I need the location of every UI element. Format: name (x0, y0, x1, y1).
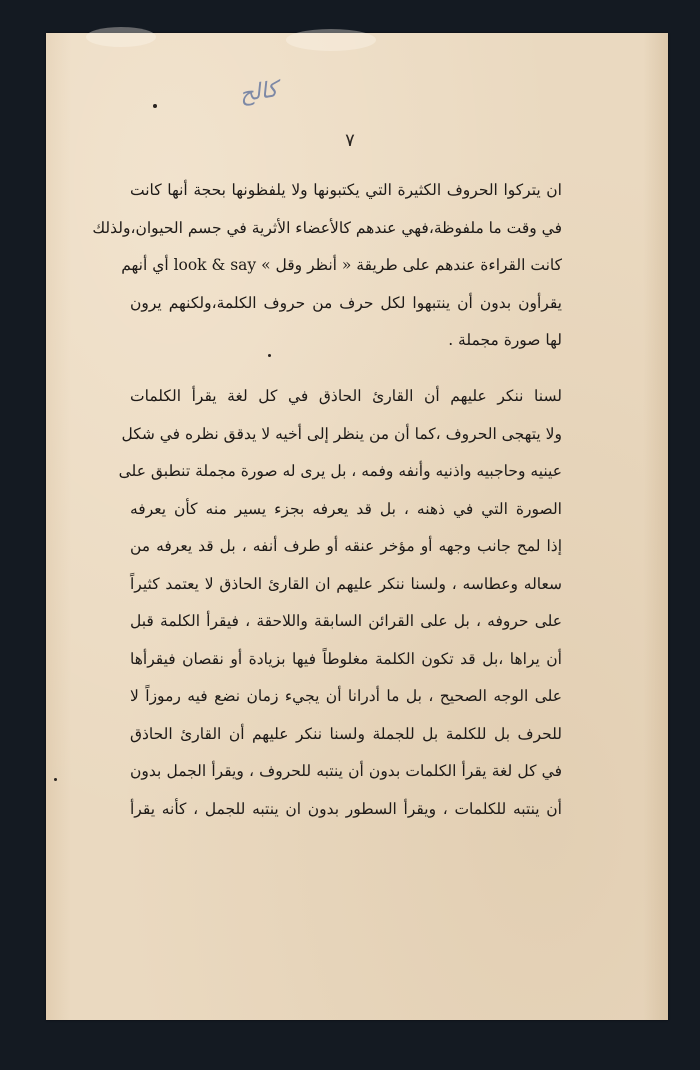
handwritten-annotation: كالح (238, 77, 280, 108)
text-line: للحرف بل للكلمة بل للجملة ولسنا ننكر عليهم أن القارئ الحاذق (130, 724, 562, 743)
text-line: ان يتركوا الحروف الكثيرة التي يكتبونها ولا يلفظونها بحجة أنها كانت (130, 181, 562, 199)
text-line: على الوجه الصحيح ، بل ما أدرانا أن يجيء زمان نضع فيه رموزاً لا (130, 687, 562, 705)
text-line: ولا يتهجى الحروف ،كما أن من ينظر إلى أخيه لا يدقق نظره في شكل (121, 424, 562, 443)
text-line: الصورة التي في ذهنه ، بل قد يعرفه بجزء يسير منه كأن يعرفه (130, 499, 562, 518)
text-line: كانت القراءة عندهم على طريقة « أنظر وقل » look & say أي أنهم (121, 256, 562, 274)
page-number: ٧ (345, 130, 355, 151)
ink-speck (153, 104, 157, 108)
ink-speck (268, 354, 271, 357)
ink-speck (54, 778, 57, 781)
text-line: على حروفه ، بل على القرائن السابقة واللاحقة ، فيقرأ الكلمة قبل (130, 612, 562, 630)
text-line: لها صورة مجملة . (448, 331, 562, 349)
text-line: يقرأون بدون أن ينتبهوا لكل حرف من حروف الكلمة،ولكنهم يرون (130, 293, 562, 312)
text-line: في كل لغة يقرأ الكلمات بدون أن ينتبه للحروف ، ويقرأ الجمل بدون (130, 762, 562, 780)
text-line: عينيه وحاجبيه واذنيه وأنفه وفمه ، بل يرى له صورة مجملة تنطبق على (118, 462, 562, 480)
paragraph-2 (118, 378, 562, 828)
paragraph-1 (92, 172, 562, 360)
text-line: لسنا ننكر عليهم أن القارئ الحاذق في كل لغة يقرأ الكلمات (130, 387, 562, 405)
paper-stain (286, 29, 376, 51)
text-line: أن يراها ،بل قد تكون الكلمة مغلوطاً فيها بزيادة أو نقصان فيقرأها (130, 649, 562, 668)
text-line: إذا لمح جانب وجهه أو مؤخر عنقه أو طرف أنفه ، بل قد يعرفه من (130, 537, 562, 555)
text-line: أن ينتبه للكلمات ، ويقرأ السطور بدون ان ينتبه للجمل ، كأنه يقرأ (130, 799, 562, 818)
text-line: في وقت ما ملفوظة،فهي عندهم كالأعضاء الأثرية في جسم الحيوان،ولذلك (92, 218, 562, 237)
paper-stain (86, 27, 156, 47)
text-line: سعاله وعطاسه ، ولسنا ننكر عليهم ان القارئ الحاذق لا يعتمد كثيراً (130, 574, 562, 593)
